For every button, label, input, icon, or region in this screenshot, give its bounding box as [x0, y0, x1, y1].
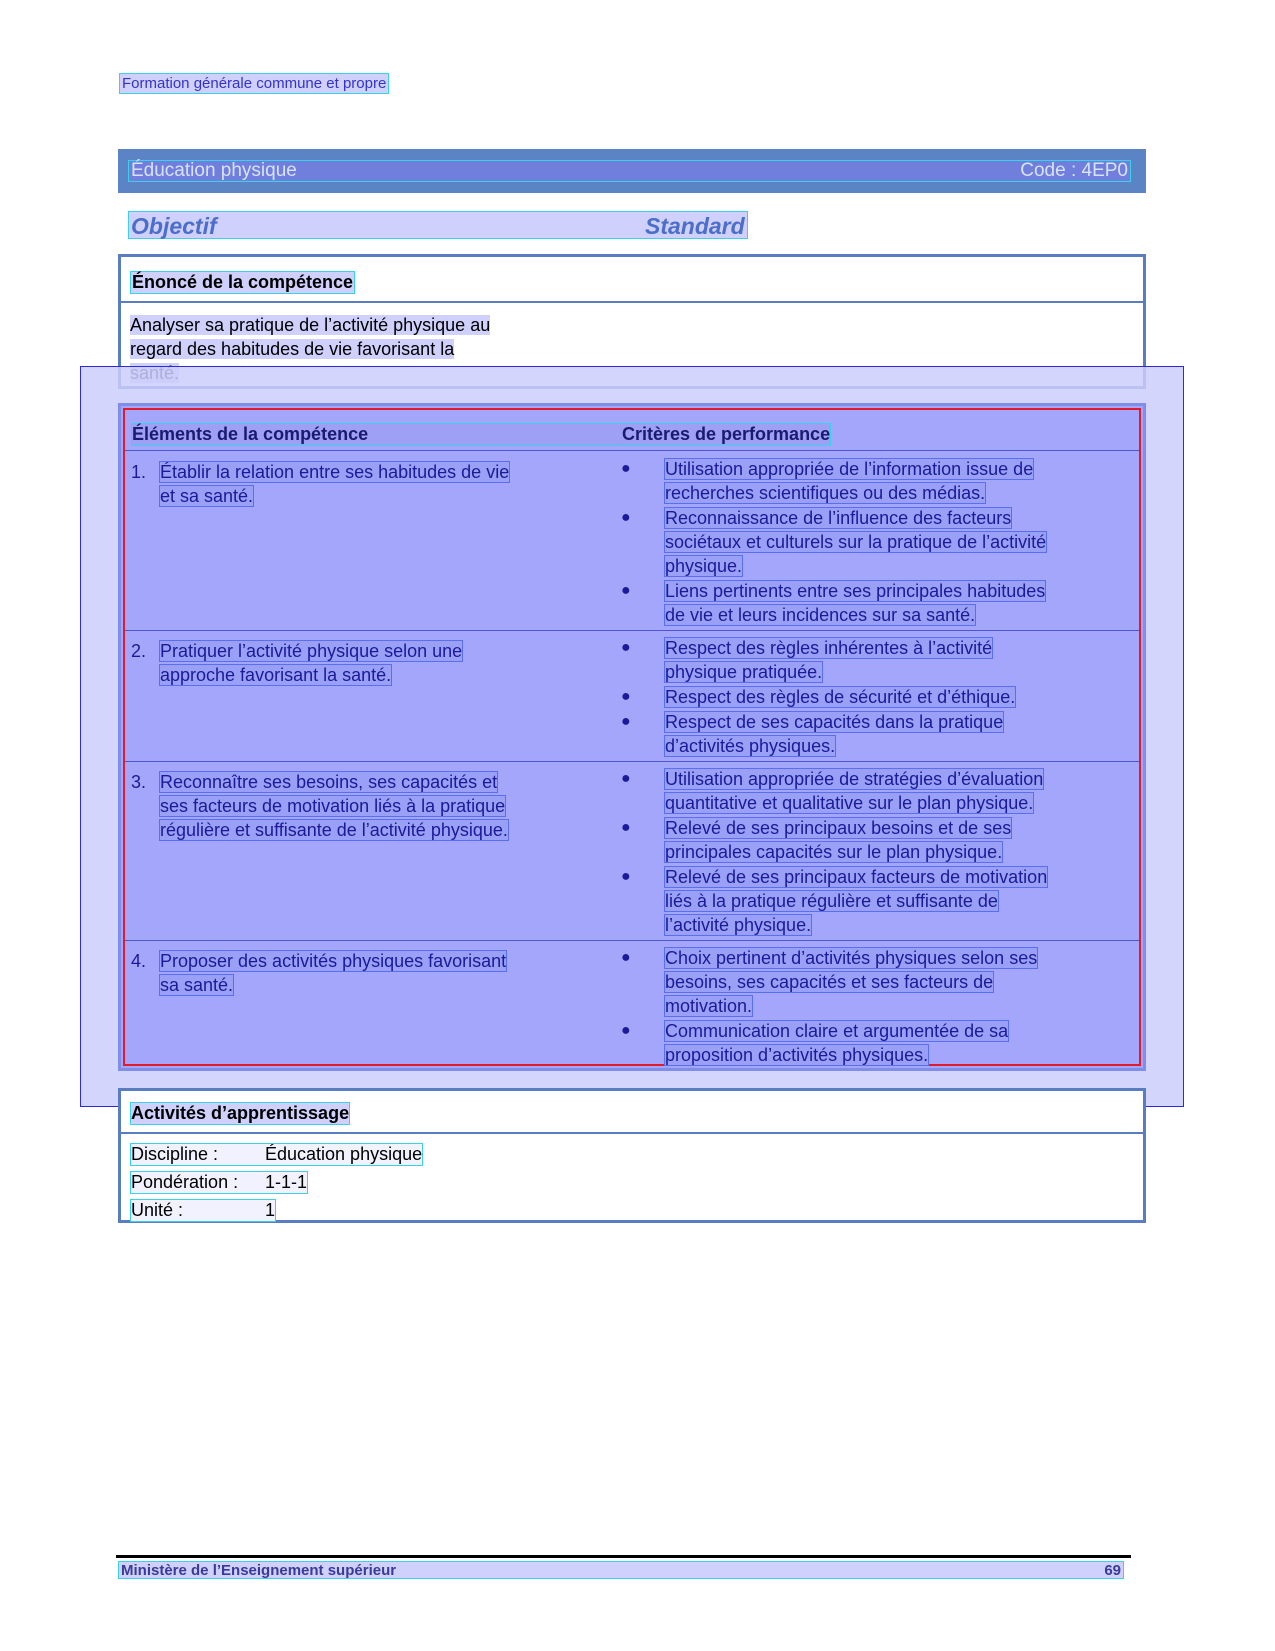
course-subject: Éducation physique — [131, 160, 297, 181]
bullet-icon: ● — [621, 770, 631, 787]
criterion-line: motivation. — [665, 996, 753, 1016]
criterion-line: proposition d’activités physiques. — [665, 1045, 929, 1065]
discipline-row — [130, 1143, 423, 1166]
criterion-line: de vie et leurs incidences sur sa santé. — [665, 605, 976, 625]
element-number: 2. — [131, 641, 147, 661]
statement-line: Analyser sa pratique de l’activité physique au — [130, 315, 491, 335]
discipline-label: Discipline : — [131, 1144, 219, 1164]
bullet-icon: ● — [621, 949, 631, 966]
learning-activities-box — [118, 1088, 1146, 1223]
element-line: Proposer des activités physiques favorisant — [160, 951, 507, 971]
criterion-line: Communication claire et argumentée de sa — [665, 1021, 1009, 1041]
criterion-line: Utilisation appropriée de l’information issue de — [665, 459, 1034, 479]
criterion-line: Choix pertinent d’activités physiques selon ses — [665, 948, 1038, 968]
criterion-line: principales capacités sur le plan physique. — [665, 842, 1003, 862]
bullet-icon: ● — [621, 868, 631, 885]
objective-standard-row — [128, 211, 748, 239]
statement-line: regard des habitudes de vie favorisant la — [130, 339, 455, 359]
learning-activities-title: Activités d’apprentissage — [131, 1103, 350, 1123]
element-line: ses facteurs de motivation liés à la pratique — [160, 796, 506, 816]
criterion-line: Respect des règles de sécurité et d’éthique. — [665, 687, 1016, 707]
criterion-line: Respect de ses capacités dans la pratique — [665, 712, 1004, 732]
bullet-icon: ● — [621, 460, 631, 477]
element-number: 1. — [131, 462, 147, 482]
elements-column-header: Éléments de la compétence — [131, 423, 623, 446]
criterion-line: physique pratiquée. — [665, 662, 823, 682]
page-number: 69 — [1104, 1561, 1121, 1579]
element-line: Reconnaître ses besoins, ses capacités et — [160, 772, 498, 792]
criterion-line: recherches scientifiques ou des médias. — [665, 483, 986, 503]
competence-elements-table — [118, 403, 1146, 1071]
criterion-line: l’activité physique. — [665, 915, 812, 935]
title-bar — [118, 149, 1146, 193]
unite-label: Unité : — [131, 1200, 184, 1220]
bullet-icon: ● — [621, 1022, 631, 1039]
ponderation-value: 1-1-1 — [265, 1172, 308, 1192]
element-line: Établir la relation entre ses habitudes de vie — [160, 462, 510, 482]
criterion-line: Reconnaissance de l’influence des facteurs — [665, 508, 1012, 528]
criterion-line: Relevé de ses principaux facteurs de motivation — [665, 867, 1048, 887]
unite-value: 1 — [265, 1200, 276, 1220]
table-divider — [125, 761, 1139, 762]
discipline-value: Éducation physique — [265, 1144, 423, 1164]
criteria-column-header: Critères de performance — [622, 424, 831, 444]
criterion-line: Liens pertinents entre ses principales habitudes — [665, 581, 1046, 601]
footer-divider — [116, 1555, 1131, 1558]
element-line: Pratiquer l’activité physique selon une — [160, 641, 463, 661]
bullet-icon: ● — [621, 688, 631, 705]
criterion-line: quantitative et qualitative sur le plan physique. — [665, 793, 1034, 813]
criterion-line: Utilisation appropriée de stratégies d’évaluation — [665, 769, 1044, 789]
bullet-icon: ● — [621, 639, 631, 656]
criterion-line: liés à la pratique régulière et suffisante de — [665, 891, 998, 911]
unite-row — [130, 1199, 276, 1222]
objectif-label: Objectif — [131, 213, 217, 239]
element-line: approche favorisant la santé. — [160, 665, 392, 685]
bullet-icon: ● — [621, 713, 631, 730]
running-header: Formation générale commune et propre — [119, 73, 389, 94]
standard-label: Standard — [645, 213, 745, 239]
bullet-icon: ● — [621, 819, 631, 836]
ponderation-label: Pondération : — [131, 1172, 239, 1192]
criterion-line: d’activités physiques. — [665, 736, 836, 756]
element-line: sa santé. — [160, 975, 234, 995]
bullet-icon: ● — [621, 509, 631, 526]
criterion-line: Relevé de ses principaux besoins et de ses — [665, 818, 1012, 838]
competence-statement-title: Énoncé de la compétence — [132, 272, 354, 292]
criterion-line: besoins, ses capacités et ses facteurs de — [665, 972, 994, 992]
criterion-line: Respect des règles inhérentes à l’activité — [665, 638, 993, 658]
element-line: et sa santé. — [160, 486, 254, 506]
bullet-icon: ● — [621, 582, 631, 599]
ponderation-row — [130, 1171, 308, 1194]
footer-ministry: Ministère de l’Enseignement supérieur — [121, 1561, 397, 1579]
criterion-line: physique. — [665, 556, 743, 576]
element-line: régulière et suffisante de l’activité physique. — [160, 820, 508, 840]
element-number: 3. — [131, 772, 147, 792]
course-code: Code : 4EP0 — [1020, 160, 1128, 181]
page-footer — [118, 1561, 1124, 1579]
table-divider — [125, 450, 1139, 451]
criterion-line: sociétaux et culturels sur la pratique de l’activité — [665, 532, 1047, 552]
table-divider — [125, 940, 1139, 941]
table-divider — [125, 630, 1139, 631]
element-number: 4. — [131, 951, 147, 971]
